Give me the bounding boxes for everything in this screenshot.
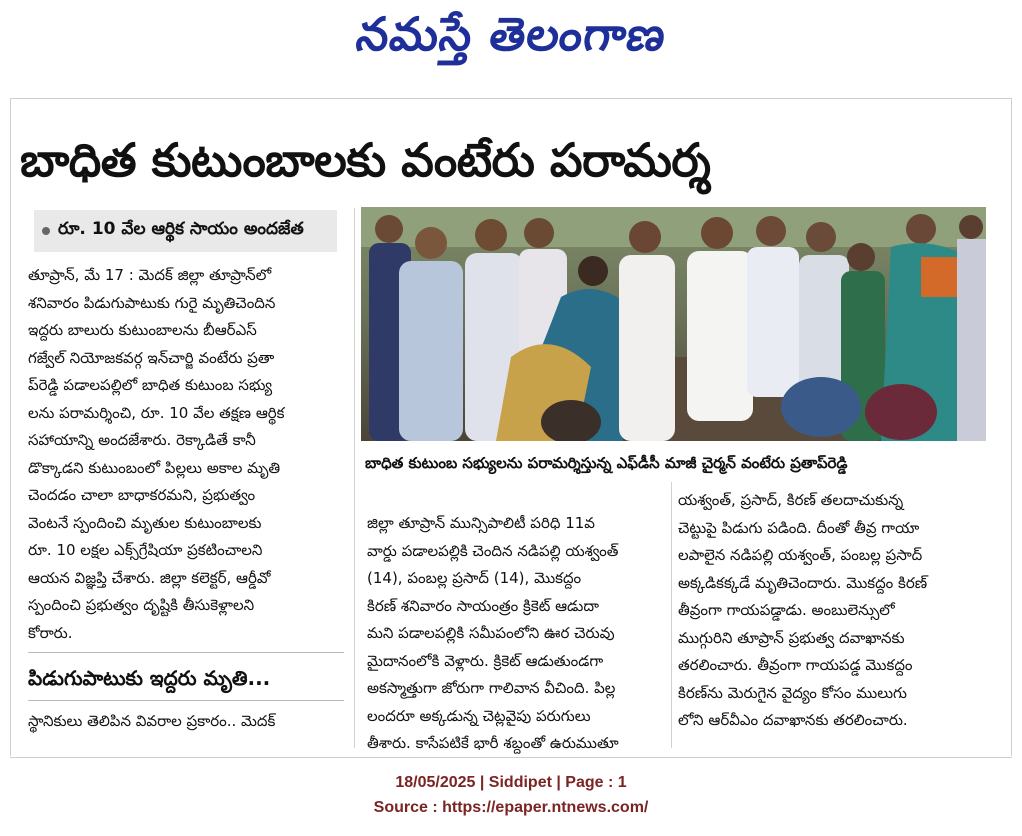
text-line: ముగ్గురిని తూప్రాన్ ప్రభుత్వ దవాఖానకు: [678, 628, 905, 647]
text-line: లందరూ అక్కడున్న చెట్లవైపు పరుగులు: [367, 706, 591, 725]
text-line: లోని ఆర్‌వీఎం దవాఖానకు తరలించారు.: [678, 711, 908, 729]
text-line: రూ. 10 లక్షల ఎక్స్‌గ్రేషియా ప్రకటించాలని: [28, 541, 263, 559]
footer-source-line: Source : https://epaper.ntnews.com/: [373, 799, 649, 816]
text-line: డొక్కాడని కుటుంబంలో పిల్లలు అకాల మృతి: [28, 458, 281, 477]
text-line: అకస్మాత్తుగా జోరుగా గాలివాన వీచింది. పిల్ల: [367, 679, 616, 697]
text-line: కిరణ్‌ను మెరుగైన వైద్యం కోసం ములుగు: [678, 683, 907, 702]
text-line: మైదానంలోకి వెళ్లారు. క్రికెట్ ఆడుతుండగా: [367, 651, 604, 670]
masthead-logo: [0, 0, 1022, 80]
photo-caption: బాధిత కుటుంబ సభ్యులను పరామర్శిస్తున్న ఎఫ్‌డీసీ మాజీ చైర్మన్ వంటేరు ప్రతాప్‌రెడ్డి: [365, 454, 848, 472]
article-subhead-box: [34, 210, 337, 252]
text-line: మని పడాలపల్లికి సమీపంలోని ఊర చెరువు: [367, 624, 615, 642]
article-column-3: [678, 487, 984, 735]
article-column-1: [28, 262, 344, 647]
divider: [28, 652, 344, 653]
text-line: చెందడం చాలా బాధాకరమని, ప్రభుత్వం: [28, 486, 256, 504]
article-column-1-tail: స్థానికులు తెలిపిన వివరాల ప్రకారం.. మెదక్: [28, 712, 276, 730]
text-line: కిరణ్ శనివారం సాయంత్రం క్రికెట్ ఆడుదా: [367, 596, 599, 615]
text-line: చెట్టుపై పిడుగు పడింది. దీంతో తీవ్ర గాయా: [678, 518, 920, 537]
text-line: లను పరామర్శించి, రూ. 10 వేల తక్షణ ఆర్థిక: [28, 403, 285, 422]
text-line: కోరారు.: [28, 623, 73, 642]
page-footer: [0, 770, 1022, 820]
text-line: లపాలైన నడిపల్లి యశ్వంత్, పంబల్ల ప్రసాద్: [678, 546, 923, 564]
text-line: ఆయన విజ్ఞప్తి చేశారు. జిల్లా కలెక్టర్, ఆర్డీవో: [28, 568, 271, 587]
text-line: తీవ్రంగా గాయపడ్డాడు. అంబులెన్సులో: [678, 601, 895, 619]
footer-date-line: 18/05/2025 | Siddipet | Page : 1: [395, 774, 627, 791]
news-photo: [361, 207, 986, 441]
text-line: స్పందించి ప్రభుత్వం దృష్టికి తీసుకెళ్లాలని: [28, 596, 255, 614]
text-line: అక్కడికక్కడే మృతిచెందారు. మొకద్దం కిరణ్: [678, 573, 928, 592]
text-line: ప్‌రెడ్డి పడాలపల్లిలో బాధిత కుటుంబ సభ్యు: [28, 376, 273, 394]
text-line: శనివారం పిడుగుపాటుకు గురై మృతిచెందిన: [28, 293, 276, 312]
frame-right-rule: [1011, 98, 1012, 756]
text-line: (14), పంబల్ల ప్రసాద్ (14), మొకద్దం: [367, 569, 582, 587]
text-line: సహాయాన్ని అందజేశారు. రెక్కాడితే కానీ: [28, 431, 256, 449]
text-line: యశ్వంత్, ప్రసాద్, కిరణ్ తలదాచుకున్న: [678, 491, 904, 509]
text-line: తీశారు. కాసేపటికే భారీ శబ్దంతో ఉరుముతూ: [367, 734, 619, 752]
article-sidehead: పిడుగుపాటుకు ఇద్దరు మృతి...: [28, 666, 271, 690]
masthead-title: నమస్తే తెలంగాణ: [353, 7, 671, 61]
divider: [28, 700, 344, 701]
text-line: తూప్రాన్, మే 17 : మెదక్ జిల్లా తూప్రాన్‌లో: [28, 266, 272, 284]
article-column-2: [367, 510, 667, 758]
column-rule-right: [671, 482, 672, 748]
text-line: వార్డు పడాలపల్లికి చెందిన నడిపల్లి యశ్వంత్: [367, 541, 619, 560]
article-headline: బాధిత కుటుంబాలకు వంటేరు పరామర్శ: [20, 133, 711, 187]
text-line: జిల్లా తూప్రాన్ మున్సిపాలిటీ పరిధి 11వ: [367, 514, 595, 532]
column-rule-left: [354, 208, 355, 748]
bullet-icon: [42, 227, 50, 235]
text-line: వెంటనే స్పందించి మృతుల కుటుంబాలకు: [28, 513, 262, 532]
text-line: తరలించారు. తీవ్రంగా గాయపడ్డ మొకద్దం: [678, 656, 913, 674]
photo-illustration: [361, 207, 986, 441]
text-line: గజ్వేల్ నియోజకవర్గ ఇన్‌చార్జి వంటేరు ప్రతా: [28, 348, 275, 367]
frame-left-rule: [10, 98, 11, 756]
text-line: ఇద్దరు బాలురు కుటుంబాలను బీఆర్‌ఎస్: [28, 321, 257, 339]
article-subhead: రూ. 10 వేల ఆర్థిక సాయం అందజేత: [58, 219, 304, 239]
